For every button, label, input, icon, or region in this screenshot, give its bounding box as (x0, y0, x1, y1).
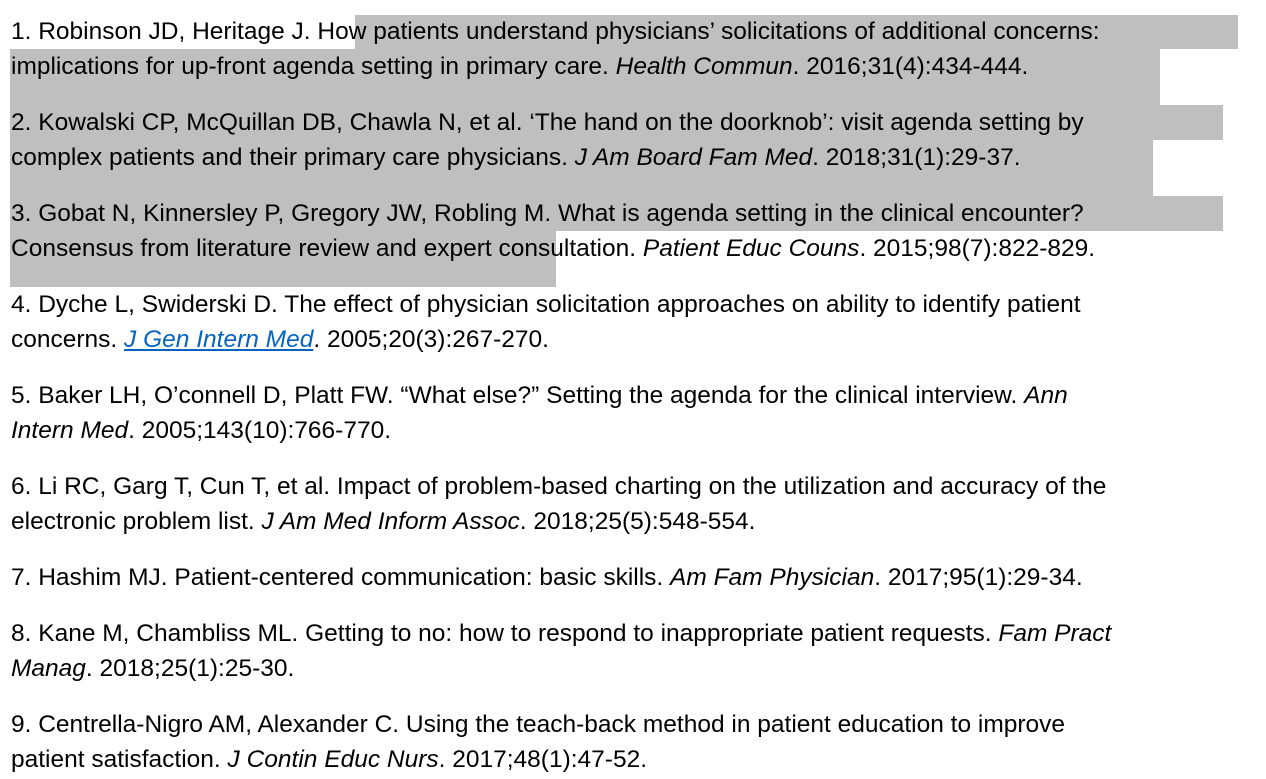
reference-text: 7. Hashim MJ. Patient-centered communication: basic skills. (11, 564, 671, 591)
reference-text: concerns. (11, 326, 125, 353)
reference-line (11, 322, 1261, 357)
reference-text: implications for up-front agenda setting in primary care. (11, 53, 616, 80)
citation-details: . 2005;20(3):267-270. (313, 326, 549, 353)
reference-text: 9. Centrella-Nigro AM, Alexander C. Using the teach-back method in patient education to improve (11, 711, 1066, 738)
reference-text: electronic problem list. (11, 508, 262, 535)
journal-name: Ann (1024, 382, 1068, 409)
reference-line (11, 378, 1261, 413)
citation-details: . 2018;25(5):548-554. (519, 508, 756, 535)
reference-line (11, 469, 1261, 504)
reference-line (11, 105, 1261, 140)
reference-text: 1. Robinson JD, Heritage J. (11, 18, 318, 45)
citation-details: . 2018;31(1):29-37. (812, 144, 1021, 171)
reference-line (11, 196, 1261, 231)
journal-name: Patient Educ Couns (642, 235, 860, 262)
journal-name: J Contin Educ Nurs (227, 746, 439, 773)
citation-details: . 2005;143(10):766-770. (128, 417, 392, 444)
reference-text: How patients understand physicians’ solicitations of additional concerns: (317, 18, 1100, 45)
journal-link[interactable]: J Gen Intern Med (124, 326, 314, 353)
reference-line (11, 651, 1261, 686)
reference-item (11, 14, 1261, 84)
reference-text: 4. Dyche L, Swiderski D. The effect of physician solicitation approaches on ability to identify patient (11, 291, 1081, 318)
journal-name: Manag (11, 655, 86, 682)
reference-line (11, 49, 1261, 84)
citation-details: . 2017;48(1):47-52. (438, 746, 648, 773)
reference-text: 2. Kowalski CP, McQuillan DB, Chawla N, et al. ‘The hand on the doorknob’: visit agenda setting by (11, 109, 1084, 136)
journal-name: Am Fam Physician (670, 564, 875, 591)
reference-text: 3. Gobat N, Kinnersley P, Gregory JW, Robling M. What is agenda setting in the clinical encounter? (11, 200, 1084, 227)
reference-line (11, 413, 1261, 448)
journal-name: J Am Med Inform Assoc (261, 508, 520, 535)
citation-details: . 2016;31(4):434-444. (792, 53, 1029, 80)
reference-text: 6. Li RC, Garg T, Cun T, et al. Impact of problem-based charting on the utilization and accuracy of the (11, 473, 1107, 500)
journal-name: Intern Med (11, 417, 129, 444)
reference-item (11, 560, 1261, 595)
reference-text: consultation. (498, 235, 643, 262)
reference-item (11, 287, 1261, 357)
citation-details: . 2017;95(1):29-34. (874, 564, 1083, 591)
reference-text: 5. Baker LH, O’connell D, Platt FW. “What else?” Setting the agenda for the clinical interview. (11, 382, 1025, 409)
reference-text: 8. Kane M, Chambliss ML. Getting to no: how to respond to inappropriate patient requests. (11, 620, 999, 647)
reference-item (11, 196, 1261, 266)
journal-name: Health Commun (615, 53, 793, 80)
reference-line (11, 140, 1261, 175)
reference-line (11, 560, 1261, 595)
citation-details: . 2015;98(7):822-829. (859, 235, 1096, 262)
reference-line (11, 707, 1261, 742)
reference-item (11, 707, 1261, 777)
reference-item (11, 616, 1261, 686)
reference-line (11, 504, 1261, 539)
reference-item (11, 378, 1261, 448)
reference-text: complex patients and their primary care physicians. (11, 144, 575, 171)
reference-line (11, 616, 1261, 651)
reference-item (11, 105, 1261, 175)
reference-line (11, 14, 1261, 49)
reference-text: patient satisfaction. (11, 746, 228, 773)
reference-line (11, 231, 1261, 266)
reference-line (11, 742, 1261, 777)
journal-name: Fam Pract (998, 620, 1112, 647)
citation-details: . 2018;25(1):25-30. (85, 655, 295, 682)
reference-text: Consensus from literature review and expert (11, 235, 499, 262)
journal-name: J Am Board Fam Med (574, 144, 813, 171)
reference-item (11, 469, 1261, 539)
reference-line (11, 287, 1261, 322)
